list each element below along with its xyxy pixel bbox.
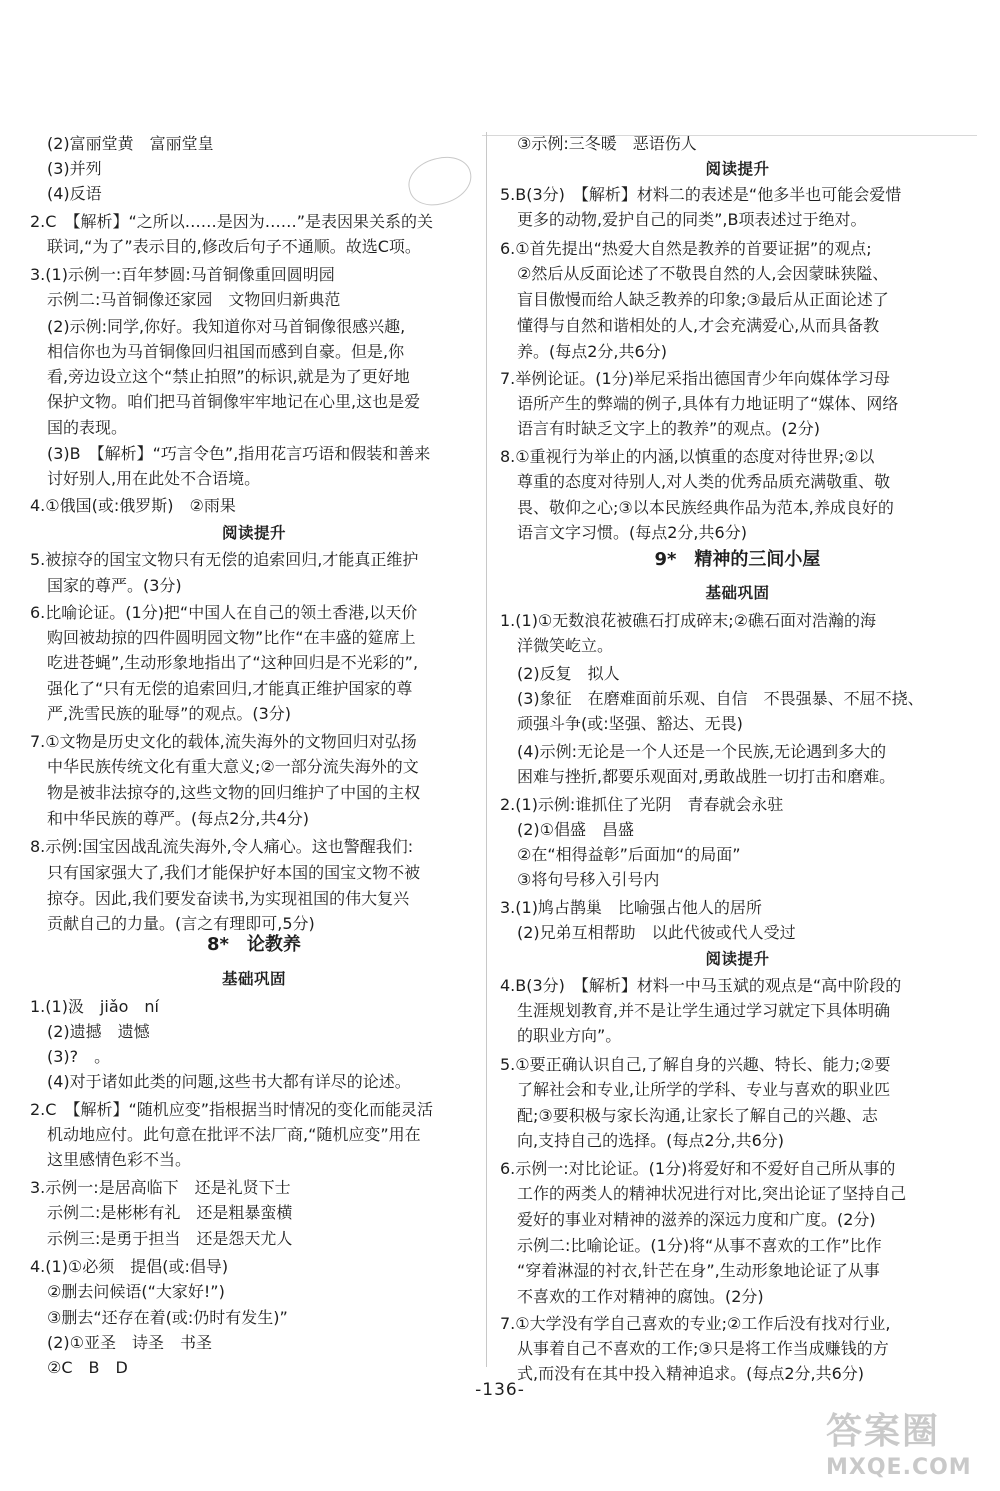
watermark-top: 答案圈 xyxy=(826,1411,941,1452)
section-heading: 阅读提升 xyxy=(705,160,770,178)
text-line: 4.B(3分) 【解析】材料一中马玉斌的观点是“高中阶段的 xyxy=(500,976,902,995)
text-line: 5.B(3分) 【解析】材料二的表述是“他多半也可能会爱惜 xyxy=(500,185,902,204)
text-line: 2.C 【解析】“之所以……是因为……”是表因果关系的关 xyxy=(30,212,434,231)
text-line: 懂得与自然和谐相处的人,才会充满爱心,从而具备教 xyxy=(517,316,880,335)
text-line: 相信你也为马首铜像回归祖国而感到自豪。但是,你 xyxy=(47,342,405,361)
text-line: (2)①亚圣 诗圣 书圣 xyxy=(47,1333,213,1352)
text-line: 养。(每点2分,共6分) xyxy=(517,342,667,361)
text-line: 工作的两类人的精神状况进行对比,突出论证了坚持自己 xyxy=(517,1184,907,1203)
text-line: 顽强斗争(或:坚强、豁达、无畏) xyxy=(517,714,743,733)
text-line: 爱好的事业对精神的滋养的深远力度和广度。(2分) xyxy=(517,1210,876,1229)
text-line: 语言文字习惯。(每点2分,共6分) xyxy=(517,523,747,542)
text-line: 3.(1)示例一:百年梦圆:马首铜像重回圆明园 xyxy=(30,265,335,284)
section-heading: 阅读提升 xyxy=(222,524,287,542)
text-line: (2)遗撼 遗憾 xyxy=(47,1022,150,1041)
text-line: (2)反复 拟人 xyxy=(517,664,620,683)
text-line: 机动地应付。此句意在批评不法厂商,“随机应变”用在 xyxy=(47,1125,421,1144)
text-line: 贡献自己的力量。(言之有理即可,5分) xyxy=(47,914,315,933)
text-line: ③示例:三冬暖 恶语伤人 xyxy=(517,134,697,153)
text-line: 不喜欢的工作对精神的腐蚀。(2分) xyxy=(517,1287,764,1306)
lesson-title: 9* 精神的三间小屋 xyxy=(654,549,821,570)
text-line: 看,旁边设立这个“禁止拍照”的标识,就是为了更好地 xyxy=(47,367,410,386)
text-line: 畏、敬仰之心;③以本民族经典作品为范本,养成良好的 xyxy=(517,498,894,517)
text-line: 1.(1)汲 jiǎo ní xyxy=(30,997,160,1016)
text-line: 示例三:是勇于担当 还是怨天尤人 xyxy=(47,1229,293,1248)
text-line: 保护文物。咱们把马首铜像牢牢地记在心里,这也是爱 xyxy=(47,392,421,411)
text-line: 强化了“只有无偿的追索回归,才能真正维护国家的尊 xyxy=(47,679,413,698)
text-line: 示例二:马首铜像还家园 文物回归新典范 xyxy=(47,290,341,309)
text-line: (2)示例:同学,你好。我知道你对马首铜像很感兴趣, xyxy=(47,317,406,336)
text-line: (3)B 【解析】“巧言令色”,指用花言巧语和假装和善来 xyxy=(47,444,431,463)
text-line: 了解社会和专业,让所学的学科、专业与喜欢的职业匹 xyxy=(517,1080,891,1099)
watermark-logo xyxy=(826,1410,996,1488)
text-line: ②然后从反面论述了不敬畏自然的人,会因蒙昧狭隘、 xyxy=(517,264,889,283)
text-line: 4.①俄国(或:俄罗斯) ②雨果 xyxy=(30,496,236,515)
text-line: 联词,“为了”表示目的,修改后句子不通顺。故选C项。 xyxy=(47,237,421,256)
text-line: 国的表现。 xyxy=(47,418,128,437)
text-line: 生涯规划教育,并不是让学生通过学习就定下具体明确 xyxy=(517,1001,891,1020)
text-line: 严,洗雪民族的耻辱”的观点。(3分) xyxy=(47,704,292,723)
text-line: 这里感情色彩不当。 xyxy=(47,1150,192,1169)
text-line: ③将句号移入引号内 xyxy=(517,870,660,889)
text-line: 盲目傲慢而给人缺乏教养的印象;③最后从正面论述了 xyxy=(517,290,889,309)
column-divider xyxy=(486,132,487,1367)
text-line: 5.①要正确认识自己,了解自身的兴趣、特长、能力;②要 xyxy=(500,1055,891,1074)
text-line: 和中华民族的尊严。(每点2分,共4分) xyxy=(47,809,309,828)
text-line: (4)对于诸如此类的问题,这些书大都有详尽的论述。 xyxy=(47,1072,411,1091)
text-line: 从事着自己不喜欢的工作;③只是将工作当成赚钱的方 xyxy=(517,1339,889,1358)
section-heading: 基础巩固 xyxy=(705,584,770,602)
text-line: 吃进苍蝇”,生动形象地指出了“这种回归是不光彩的”, xyxy=(47,653,419,672)
text-line: 4.(1)①必须 提倡(或:倡导) xyxy=(30,1257,229,1276)
text-line: 物是被非法掠夺的,这些文物的回归维护了中国的主权 xyxy=(47,783,421,802)
text-line: 尊重的态度对待别人,对人类的优秀品质充满敬重、敬 xyxy=(517,472,891,491)
text-line: (3)并列 xyxy=(47,159,102,178)
text-line: 只有国家强大了,我们才能保护好本国的国宝文物不被 xyxy=(47,863,421,882)
text-line: (2)富丽堂黄 富丽堂皇 xyxy=(47,134,214,153)
page-number: -136- xyxy=(475,1380,525,1400)
text-line: (3)象征 在磨难面前乐观、自信 不畏强暴、不屈不挠、 xyxy=(517,689,924,708)
text-line: 8.①重视行为举止的内涵,以慎重的态度对待世界;②以 xyxy=(500,447,875,466)
text-line: 1.(1)①无数浪花被礁石打成碎末;②礁石面对浩瀚的海 xyxy=(500,611,877,630)
text-line: (3)? 。 xyxy=(47,1047,111,1066)
text-line: 7.①大学没有学自己喜欢的专业;②工作后没有找对行业, xyxy=(500,1314,891,1333)
text-line: 6.①首先提出“热爱大自然是教养的首要证据”的观点; xyxy=(500,239,872,258)
text-line: 中华民族传统文化有重大意义;②一部分流失海外的文 xyxy=(47,757,419,776)
text-line: 困难与挫折,都要乐观面对,勇敢战胜一切打击和磨难。 xyxy=(517,767,896,786)
text-line: (2)①倡盛 昌盛 xyxy=(517,820,635,839)
text-line: 8.示例:国宝因战乱流失海外,令人痛心。这也警醒我们: xyxy=(30,837,414,856)
text-line: (4)反语 xyxy=(47,184,102,203)
text-line: 国家的尊严。(3分) xyxy=(47,576,182,595)
text-line: ③删去“还存在着(或:仍时有发生)” xyxy=(47,1308,288,1327)
text-line: 掠夺。因此,我们要发奋读书,为实现祖国的伟大复兴 xyxy=(47,889,410,908)
text-line: 7.①文物是历史文化的载体,流失海外的文物回归对弘扬 xyxy=(30,732,417,751)
text-line: ②删去问候语(“大家好!”) xyxy=(47,1282,225,1301)
text-line: 6.示例一:对比论证。(1分)将爱好和不爱好自己所从事的 xyxy=(500,1159,896,1178)
text-line: 3.(1)鸠占鹊巢 比喻强占他人的居所 xyxy=(500,898,762,917)
text-line: 式,而没有在其中投入精神追求。(每点2分,共6分) xyxy=(517,1364,865,1383)
watermark-bottom: MXQE.COM xyxy=(826,1455,972,1480)
text-line: 向,支持自己的选择。(每点2分,共6分) xyxy=(517,1131,785,1150)
text-line: (4)示例:无论是一个人还是一个民族,无论遇到多大的 xyxy=(517,742,887,761)
lesson-title: 8* 论教养 xyxy=(207,934,301,955)
text-line: 语言有时缺乏文字上的教养”的观点。(2分) xyxy=(517,419,820,438)
text-line: 3.示例一:是居高临下 还是礼贤下士 xyxy=(30,1178,291,1197)
stamp-mark xyxy=(403,151,476,211)
text-line: 的职业方向”。 xyxy=(517,1026,622,1045)
text-line: 讨好别人,用在此处不合语境。 xyxy=(47,469,261,488)
text-line: 7.举例论证。(1分)举尼采指出德国青少年向媒体学习母 xyxy=(500,369,890,388)
text-line: 2.C 【解析】“随机应变”指根据当时情况的变化而能灵活 xyxy=(30,1100,434,1119)
text-line: ②C B D xyxy=(47,1358,128,1377)
text-line: 2.(1)示例:谁抓住了光阴 青春就会永驻 xyxy=(500,795,784,814)
text-line: 示例二:比喻论证。(1分)将“从事不喜欢的工作”比作 xyxy=(517,1236,882,1255)
text-line: “穿着淋湿的衬衣,针芒在身”,生动形象地论证了从事 xyxy=(517,1261,880,1280)
text-line: 购回被劫掠的四件圆明园文物”比作“在丰盛的筵席上 xyxy=(47,628,416,647)
text-line: 6.比喻论证。(1分)把“中国人在自己的领土香港,以天价 xyxy=(30,603,418,622)
section-heading: 基础巩固 xyxy=(222,970,287,988)
text-line: 语所产生的弊端的例子,具体有力地证明了“媒体、网络 xyxy=(517,394,899,413)
text-line: (2)兄弟互相帮助 以此代彼或代人受过 xyxy=(517,923,796,942)
text-line: 更多的动物,爱护自己的同类”,B项表述过于绝对。 xyxy=(517,210,867,229)
text-line: 洋微笑屹立。 xyxy=(517,636,614,655)
text-line: ②在“相得益彰”后面加“的局面” xyxy=(517,845,741,864)
text-line: 5.被掠夺的国宝文物只有无偿的追索回归,才能真正维护 xyxy=(30,550,419,569)
text-line: 配;③要积极与家长沟通,让家长了解自己的兴趣、志 xyxy=(517,1106,878,1125)
text-line: 示例二:是彬彬有礼 还是粗暴蛮横 xyxy=(47,1203,293,1222)
section-heading: 阅读提升 xyxy=(705,950,770,968)
